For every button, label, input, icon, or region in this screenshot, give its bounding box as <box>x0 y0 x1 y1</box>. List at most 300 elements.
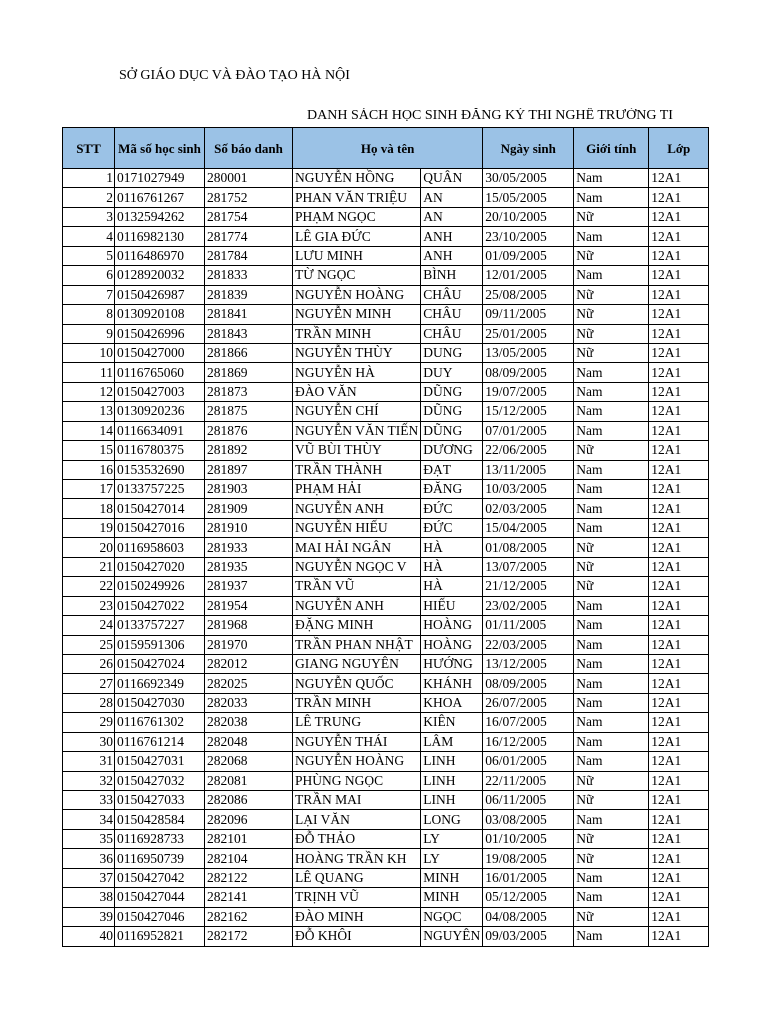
cell-exam-number: 282012 <box>205 654 293 673</box>
cell-last-name: PHÙNG NGỌC <box>293 771 421 790</box>
cell-stt: 27 <box>63 674 115 693</box>
cell-student-id: 0150427000 <box>115 343 205 362</box>
cell-gender: Nữ <box>574 771 649 790</box>
cell-student-id: 0116958603 <box>115 538 205 557</box>
cell-stt: 26 <box>63 654 115 673</box>
cell-gender: Nữ <box>574 324 649 343</box>
cell-stt: 22 <box>63 577 115 596</box>
cell-exam-number: 282033 <box>205 693 293 712</box>
cell-first-name: QUÂN <box>421 169 483 188</box>
cell-student-id: 0150427022 <box>115 596 205 615</box>
cell-birth-date: 25/08/2005 <box>483 285 574 304</box>
cell-first-name: HOÀNG <box>421 635 483 654</box>
cell-student-id: 0153532690 <box>115 460 205 479</box>
cell-birth-date: 13/05/2005 <box>483 343 574 362</box>
cell-class: 12A1 <box>649 674 709 693</box>
cell-stt: 31 <box>63 752 115 771</box>
cell-stt: 20 <box>63 538 115 557</box>
cell-class: 12A1 <box>649 596 709 615</box>
cell-exam-number: 281903 <box>205 480 293 499</box>
cell-class: 12A1 <box>649 810 709 829</box>
cell-gender: Nữ <box>574 343 649 362</box>
cell-first-name: LY <box>421 849 483 868</box>
cell-birth-date: 15/12/2005 <box>483 402 574 421</box>
cell-first-name: MINH <box>421 888 483 907</box>
cell-exam-number: 281968 <box>205 616 293 635</box>
cell-stt: 38 <box>63 888 115 907</box>
header-gender: Giới tính <box>574 128 649 169</box>
cell-class: 12A1 <box>649 752 709 771</box>
cell-class: 12A1 <box>649 771 709 790</box>
cell-first-name: ĐỨC <box>421 499 483 518</box>
cell-class: 12A1 <box>649 499 709 518</box>
table-row <box>63 907 709 926</box>
cell-stt: 34 <box>63 810 115 829</box>
cell-class: 12A1 <box>649 188 709 207</box>
cell-stt: 19 <box>63 518 115 537</box>
table-row <box>63 771 709 790</box>
cell-gender: Nữ <box>574 305 649 324</box>
cell-exam-number: 281774 <box>205 227 293 246</box>
cell-exam-number: 282172 <box>205 927 293 946</box>
cell-gender: Nam <box>574 363 649 382</box>
cell-gender: Nam <box>574 480 649 499</box>
cell-birth-date: 08/09/2005 <box>483 674 574 693</box>
cell-first-name: AN <box>421 188 483 207</box>
cell-first-name: CHÂU <box>421 285 483 304</box>
cell-first-name: LINH <box>421 791 483 810</box>
cell-last-name: TRẦN MINH <box>293 693 421 712</box>
cell-student-id: 0116950739 <box>115 849 205 868</box>
cell-gender: Nữ <box>574 577 649 596</box>
table-row <box>63 188 709 207</box>
cell-exam-number: 281841 <box>205 305 293 324</box>
cell-class: 12A1 <box>649 654 709 673</box>
cell-student-id: 0150426987 <box>115 285 205 304</box>
cell-exam-number: 281754 <box>205 207 293 226</box>
table-row <box>63 654 709 673</box>
cell-first-name: HÀ <box>421 577 483 596</box>
cell-last-name: NGUYỄN CHÍ <box>293 402 421 421</box>
cell-birth-date: 12/01/2005 <box>483 266 574 285</box>
cell-stt: 24 <box>63 616 115 635</box>
cell-birth-date: 15/05/2005 <box>483 188 574 207</box>
cell-birth-date: 19/08/2005 <box>483 849 574 868</box>
cell-stt: 40 <box>63 927 115 946</box>
cell-first-name: HOÀNG <box>421 616 483 635</box>
table-row <box>63 343 709 362</box>
cell-stt: 36 <box>63 849 115 868</box>
table-row <box>63 927 709 946</box>
cell-class: 12A1 <box>649 557 709 576</box>
cell-birth-date: 04/08/2005 <box>483 907 574 926</box>
cell-gender: Nam <box>574 616 649 635</box>
cell-birth-date: 06/01/2005 <box>483 752 574 771</box>
cell-birth-date: 15/04/2005 <box>483 518 574 537</box>
cell-gender: Nữ <box>574 441 649 460</box>
cell-birth-date: 07/01/2005 <box>483 421 574 440</box>
cell-exam-number: 281937 <box>205 577 293 596</box>
cell-student-id: 0150427042 <box>115 868 205 887</box>
cell-exam-number: 282048 <box>205 732 293 751</box>
cell-student-id: 0116692349 <box>115 674 205 693</box>
cell-gender: Nam <box>574 635 649 654</box>
cell-class: 12A1 <box>649 324 709 343</box>
header-exam-number: Số báo danh <box>205 128 293 169</box>
cell-last-name: TỪ NGỌC <box>293 266 421 285</box>
cell-gender: Nữ <box>574 849 649 868</box>
cell-class: 12A1 <box>649 363 709 382</box>
cell-exam-number: 282025 <box>205 674 293 693</box>
cell-student-id: 0133757227 <box>115 616 205 635</box>
cell-last-name: LÊ QUANG <box>293 868 421 887</box>
cell-last-name: ĐÀO MINH <box>293 907 421 926</box>
cell-gender: Nam <box>574 188 649 207</box>
student-table <box>62 127 709 947</box>
cell-first-name: HÀ <box>421 538 483 557</box>
cell-stt: 25 <box>63 635 115 654</box>
cell-student-id: 0116761214 <box>115 732 205 751</box>
cell-class: 12A1 <box>649 421 709 440</box>
table-row <box>63 577 709 596</box>
cell-stt: 13 <box>63 402 115 421</box>
table-row <box>63 207 709 226</box>
cell-exam-number: 281873 <box>205 382 293 401</box>
cell-last-name: NGUYỄN THÙY <box>293 343 421 362</box>
cell-birth-date: 16/07/2005 <box>483 713 574 732</box>
cell-exam-number: 281866 <box>205 343 293 362</box>
cell-last-name: NGUYỄN ANH <box>293 499 421 518</box>
cell-stt: 9 <box>63 324 115 343</box>
cell-last-name: TRẦN MINH <box>293 324 421 343</box>
cell-birth-date: 30/05/2005 <box>483 169 574 188</box>
cell-last-name: NGUYỄN HOÀNG <box>293 752 421 771</box>
cell-first-name: LINH <box>421 752 483 771</box>
table-row <box>63 596 709 615</box>
cell-class: 12A1 <box>649 616 709 635</box>
cell-last-name: TRẦN PHAN NHẬT <box>293 635 421 654</box>
cell-first-name: LONG <box>421 810 483 829</box>
cell-student-id: 0130920236 <box>115 402 205 421</box>
cell-student-id: 0150427044 <box>115 888 205 907</box>
cell-first-name: AN <box>421 207 483 226</box>
cell-gender: Nữ <box>574 557 649 576</box>
cell-stt: 3 <box>63 207 115 226</box>
cell-stt: 1 <box>63 169 115 188</box>
cell-stt: 6 <box>63 266 115 285</box>
cell-class: 12A1 <box>649 577 709 596</box>
cell-birth-date: 09/11/2005 <box>483 305 574 324</box>
cell-student-id: 0116486970 <box>115 246 205 265</box>
cell-stt: 18 <box>63 499 115 518</box>
cell-last-name: LẠI VĂN <box>293 810 421 829</box>
cell-class: 12A1 <box>649 227 709 246</box>
cell-last-name: ĐỖ KHÔI <box>293 927 421 946</box>
cell-exam-number: 282096 <box>205 810 293 829</box>
cell-birth-date: 01/09/2005 <box>483 246 574 265</box>
cell-last-name: LÊ TRUNG <box>293 713 421 732</box>
cell-first-name: ĐẠT <box>421 460 483 479</box>
table-row <box>63 732 709 751</box>
cell-student-id: 0116761302 <box>115 713 205 732</box>
table-row <box>63 810 709 829</box>
cell-first-name: ANH <box>421 246 483 265</box>
cell-last-name: PHAN VĂN TRIỆU <box>293 188 421 207</box>
header-class: Lớp <box>649 128 709 169</box>
cell-exam-number: 281954 <box>205 596 293 615</box>
cell-student-id: 0150427033 <box>115 791 205 810</box>
cell-gender: Nam <box>574 674 649 693</box>
cell-first-name: HÀ <box>421 557 483 576</box>
cell-last-name: NGUYỄN THÁI <box>293 732 421 751</box>
cell-stt: 5 <box>63 246 115 265</box>
cell-birth-date: 03/08/2005 <box>483 810 574 829</box>
cell-exam-number: 281784 <box>205 246 293 265</box>
cell-last-name: NGUYỄN HỒNG <box>293 169 421 188</box>
cell-gender: Nam <box>574 460 649 479</box>
table-row <box>63 499 709 518</box>
cell-last-name: HOÀNG TRẦN KH <box>293 849 421 868</box>
table-row <box>63 363 709 382</box>
cell-gender: Nữ <box>574 285 649 304</box>
cell-exam-number: 280001 <box>205 169 293 188</box>
cell-birth-date: 19/07/2005 <box>483 382 574 401</box>
cell-exam-number: 282141 <box>205 888 293 907</box>
cell-birth-date: 20/10/2005 <box>483 207 574 226</box>
cell-birth-date: 05/12/2005 <box>483 888 574 907</box>
table-row <box>63 752 709 771</box>
table-header-row <box>63 128 709 169</box>
cell-stt: 15 <box>63 441 115 460</box>
cell-gender: Nam <box>574 927 649 946</box>
cell-stt: 32 <box>63 771 115 790</box>
cell-stt: 7 <box>63 285 115 304</box>
cell-student-id: 0116952821 <box>115 927 205 946</box>
cell-exam-number: 282122 <box>205 868 293 887</box>
cell-first-name: DŨNG <box>421 421 483 440</box>
cell-last-name: NGUYỄN QUỐC <box>293 674 421 693</box>
cell-exam-number: 281843 <box>205 324 293 343</box>
cell-birth-date: 13/07/2005 <box>483 557 574 576</box>
cell-exam-number: 281892 <box>205 441 293 460</box>
cell-first-name: LINH <box>421 771 483 790</box>
cell-birth-date: 08/09/2005 <box>483 363 574 382</box>
cell-birth-date: 22/03/2005 <box>483 635 574 654</box>
cell-first-name: DŨNG <box>421 382 483 401</box>
cell-exam-number: 282162 <box>205 907 293 926</box>
cell-gender: Nam <box>574 499 649 518</box>
cell-last-name: TRẦN MAI <box>293 791 421 810</box>
table-row <box>63 227 709 246</box>
header-stt: STT <box>63 128 115 169</box>
cell-exam-number: 282086 <box>205 791 293 810</box>
cell-stt: 12 <box>63 382 115 401</box>
cell-student-id: 0116765060 <box>115 363 205 382</box>
cell-class: 12A1 <box>649 305 709 324</box>
cell-birth-date: 21/12/2005 <box>483 577 574 596</box>
cell-student-id: 0116780375 <box>115 441 205 460</box>
cell-student-id: 0116761267 <box>115 188 205 207</box>
cell-last-name: VŨ BÙI THÙY <box>293 441 421 460</box>
cell-student-id: 0150249926 <box>115 577 205 596</box>
cell-first-name: NGỌC <box>421 907 483 926</box>
cell-gender: Nam <box>574 518 649 537</box>
cell-student-id: 0132594262 <box>115 207 205 226</box>
cell-gender: Nam <box>574 654 649 673</box>
cell-birth-date: 01/10/2005 <box>483 829 574 848</box>
cell-birth-date: 01/11/2005 <box>483 616 574 635</box>
cell-exam-number: 281909 <box>205 499 293 518</box>
cell-exam-number: 281876 <box>205 421 293 440</box>
cell-class: 12A1 <box>649 441 709 460</box>
cell-exam-number: 281752 <box>205 188 293 207</box>
table-row <box>63 868 709 887</box>
cell-gender: Nam <box>574 713 649 732</box>
cell-class: 12A1 <box>649 266 709 285</box>
cell-student-id: 0150428584 <box>115 810 205 829</box>
cell-stt: 30 <box>63 732 115 751</box>
cell-class: 12A1 <box>649 888 709 907</box>
table-row <box>63 285 709 304</box>
cell-last-name: NGUYỄN ANH <box>293 596 421 615</box>
table-row <box>63 557 709 576</box>
table-body <box>63 169 709 947</box>
table-row <box>63 616 709 635</box>
cell-birth-date: 02/03/2005 <box>483 499 574 518</box>
cell-exam-number: 282101 <box>205 829 293 848</box>
cell-first-name: CHÂU <box>421 324 483 343</box>
cell-exam-number: 282081 <box>205 771 293 790</box>
cell-gender: Nữ <box>574 538 649 557</box>
cell-gender: Nam <box>574 732 649 751</box>
table-row <box>63 791 709 810</box>
cell-student-id: 0128920032 <box>115 266 205 285</box>
table-row <box>63 305 709 324</box>
cell-first-name: NGUYÊN <box>421 927 483 946</box>
cell-gender: Nữ <box>574 791 649 810</box>
cell-stt: 16 <box>63 460 115 479</box>
cell-last-name: NGUYỄN NGỌC V <box>293 557 421 576</box>
cell-class: 12A1 <box>649 907 709 926</box>
cell-birth-date: 22/11/2005 <box>483 771 574 790</box>
cell-stt: 11 <box>63 363 115 382</box>
cell-last-name: NGUYỄN HÀ <box>293 363 421 382</box>
table-row <box>63 266 709 285</box>
cell-birth-date: 22/06/2005 <box>483 441 574 460</box>
cell-stt: 10 <box>63 343 115 362</box>
cell-student-id: 0150427046 <box>115 907 205 926</box>
cell-birth-date: 09/03/2005 <box>483 927 574 946</box>
cell-gender: Nam <box>574 596 649 615</box>
cell-student-id: 0150427003 <box>115 382 205 401</box>
cell-exam-number: 281933 <box>205 538 293 557</box>
cell-gender: Nam <box>574 382 649 401</box>
cell-first-name: ĐỨC <box>421 518 483 537</box>
cell-last-name: ĐỖ THẢO <box>293 829 421 848</box>
header-full-name: Họ và tên <box>293 128 483 169</box>
cell-first-name: KHÁNH <box>421 674 483 693</box>
cell-last-name: NGUYỄN MINH <box>293 305 421 324</box>
table-row <box>63 635 709 654</box>
cell-last-name: MAI HẢI NGÂN <box>293 538 421 557</box>
cell-birth-date: 16/12/2005 <box>483 732 574 751</box>
cell-first-name: HIẾU <box>421 596 483 615</box>
table-row <box>63 538 709 557</box>
table-row <box>63 713 709 732</box>
cell-gender: Nam <box>574 421 649 440</box>
table-row <box>63 460 709 479</box>
cell-exam-number: 281839 <box>205 285 293 304</box>
document-title: DANH SÁCH HỌC SINH ĐĂNG KÝ THI NGHỀ TRƯỜNG TI <box>307 108 673 123</box>
cell-birth-date: 06/11/2005 <box>483 791 574 810</box>
cell-gender: Nam <box>574 227 649 246</box>
table-row <box>63 421 709 440</box>
cell-gender: Nam <box>574 266 649 285</box>
cell-first-name: KHOA <box>421 693 483 712</box>
cell-first-name: ANH <box>421 227 483 246</box>
cell-gender: Nữ <box>574 907 649 926</box>
table-row <box>63 693 709 712</box>
cell-first-name: HƯỚNG <box>421 654 483 673</box>
header-student-id: Mã số học sinh <box>115 128 205 169</box>
cell-stt: 39 <box>63 907 115 926</box>
cell-birth-date: 16/01/2005 <box>483 868 574 887</box>
cell-class: 12A1 <box>649 402 709 421</box>
table-row <box>63 480 709 499</box>
cell-last-name: TRẦN THÀNH <box>293 460 421 479</box>
cell-gender: Nữ <box>574 829 649 848</box>
table-row <box>63 888 709 907</box>
cell-exam-number: 281910 <box>205 518 293 537</box>
cell-last-name: NGUYỄN VĂN TIẾN <box>293 421 421 440</box>
cell-stt: 28 <box>63 693 115 712</box>
cell-class: 12A1 <box>649 829 709 848</box>
cell-stt: 14 <box>63 421 115 440</box>
cell-birth-date: 25/01/2005 <box>483 324 574 343</box>
cell-class: 12A1 <box>649 791 709 810</box>
cell-exam-number: 281970 <box>205 635 293 654</box>
cell-exam-number: 282068 <box>205 752 293 771</box>
cell-class: 12A1 <box>649 635 709 654</box>
cell-gender: Nam <box>574 693 649 712</box>
cell-stt: 29 <box>63 713 115 732</box>
cell-first-name: DƯƠNG <box>421 441 483 460</box>
cell-first-name: LY <box>421 829 483 848</box>
cell-student-id: 0116928733 <box>115 829 205 848</box>
cell-last-name: PHẠM NGỌC <box>293 207 421 226</box>
cell-stt: 17 <box>63 480 115 499</box>
cell-first-name: CHÂU <box>421 305 483 324</box>
cell-student-id: 0116634091 <box>115 421 205 440</box>
cell-last-name: NGUYỄN HIẾU <box>293 518 421 537</box>
cell-student-id: 0150427016 <box>115 518 205 537</box>
table-row <box>63 402 709 421</box>
cell-stt: 21 <box>63 557 115 576</box>
cell-class: 12A1 <box>649 343 709 362</box>
cell-class: 12A1 <box>649 868 709 887</box>
cell-last-name: ĐẶNG MINH <box>293 616 421 635</box>
cell-first-name: DŨNG <box>421 402 483 421</box>
cell-class: 12A1 <box>649 480 709 499</box>
cell-student-id: 0150427024 <box>115 654 205 673</box>
cell-birth-date: 01/08/2005 <box>483 538 574 557</box>
cell-student-id: 0159591306 <box>115 635 205 654</box>
table-row <box>63 246 709 265</box>
cell-exam-number: 281897 <box>205 460 293 479</box>
cell-last-name: TRẦN VŨ <box>293 577 421 596</box>
cell-student-id: 0130920108 <box>115 305 205 324</box>
cell-student-id: 0171027949 <box>115 169 205 188</box>
